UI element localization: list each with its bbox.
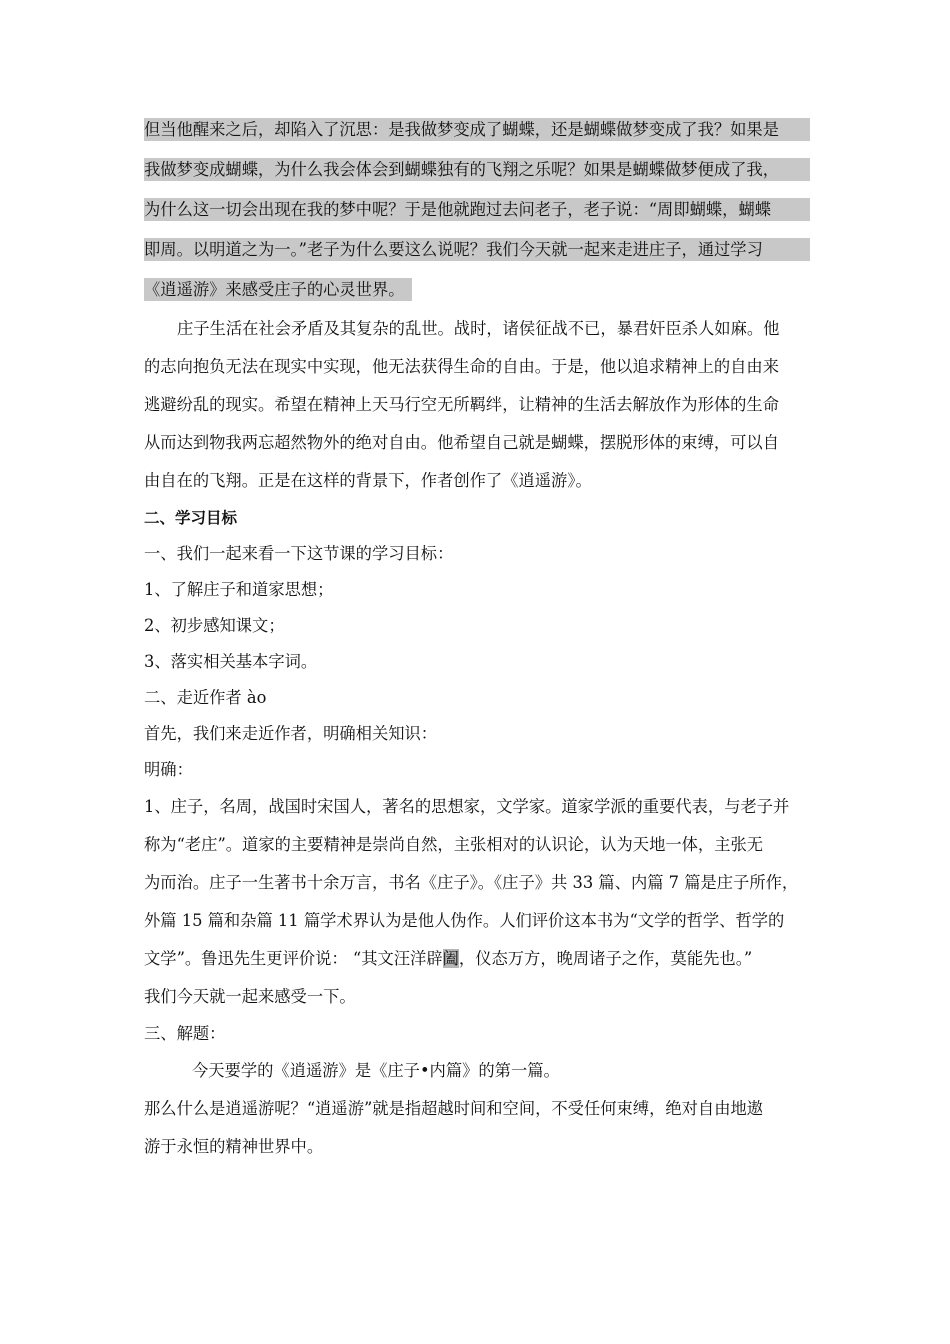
title-paragraph [144,1090,812,1166]
background-paragraph [144,310,812,500]
paragraph-line: 外篇 15 篇和杂篇 11 篇学术界认为是他人伪作。人们评价这本书为“文学的哲学、哲学的 [144,911,785,930]
goal-item: 3、落实相关基本字词。 [144,652,318,671]
paragraph-line: 为而治。庄子一生著书十余万言，书名《庄子》。《庄子》共 33 篇、内篇 7 篇是庄子所作， [144,873,799,892]
author-paragraph [144,788,812,1016]
paragraph-line: 由自在的飞翔。正是在这样的背景下，作者创作了《逍遥游》。 [144,471,592,490]
highlighted-line: 为什么这一切会出现在我的梦中呢？于是他就跑过去问老子，老子说：“周即蝴蝶，蝴蝶 [144,198,810,221]
paragraph-line: 从而达到物我两忘超然物外的绝对自由。他希望自己就是蝴蝶，摆脱形体的束缚，可以自 [144,433,779,452]
title-intro-line: 今天要学的《逍遥游》是《庄子•内篇》的第一篇。 [192,1061,560,1080]
document-body [144,118,812,1166]
title-heading: 三、解题： [144,1024,226,1043]
highlighted-line: 我做梦变成蝴蝶，为什么我会体会到蝴蝶独有的飞翔之乐呢？如果是蝴蝶做梦便成了我， [144,158,810,181]
paragraph-line: 的志向抱负无法在现实中实现，他无法获得生命的自由。于是，他以追求精神上的自由来 [144,357,779,376]
author-heading: 二、走近作者 ào [144,688,267,707]
goals-intro: 一、我们一起来看一下这节课的学习目标： [144,544,454,563]
highlighted-line: 但当他醒来之后，却陷入了沉思：是我做梦变成了蝴蝶，还是蝴蝶做梦变成了我？如果是 [144,118,810,141]
paragraph-line: 那么什么是逍遥游呢？“逍遥游”就是指超越时间和空间，不受任何束缚，绝对自由地遨 [144,1099,764,1118]
highlighted-line: 《逍遥游》来感受庄子的心灵世界。 [144,278,412,301]
highlighted-intro-paragraph [144,118,812,301]
paragraph-line: 游于永恒的精神世界中。 [144,1137,324,1156]
paragraph-line: 庄子生活在社会矛盾及其复杂的乱世。战时，诸侯征战不已，暴君奸臣杀人如麻。他 [177,319,780,338]
goal-item: 2、初步感知课文； [144,616,285,635]
paragraph-line: 逃避纷乱的现实。希望在精神上天马行空无所羁绊，让精神的生活去解放作为形体的生命 [144,395,779,414]
paragraph-line: 称为“老庄”。道家的主要精神是崇尚自然，主张相对的认识论，认为天地一体，主张无 [144,835,764,854]
quote-text-after: ，仪态万方，晚周诸子之作，莫能先也。” [458,949,753,968]
section-heading-goals: 二、学习目标 [144,509,238,527]
clarify-label: 明确： [144,760,193,779]
goal-item: 1、了解庄子和道家思想； [144,580,334,599]
quote-line [144,940,812,978]
paragraph-line: 1、庄子，名周，战国时宋国人，著名的思想家，文学家。道家学派的重要代表，与老子并 [144,797,790,816]
quote-text-before: 文学”。鲁迅先生更评价说： “其文汪洋辟 [144,949,443,968]
author-intro: 首先，我们来走近作者，明确相关知识： [144,724,438,743]
highlighted-character: 阖 [442,949,459,968]
paragraph-line: 我们今天就一起来感受一下。 [144,987,356,1006]
highlighted-line: 即周。以明道之为一。”老子为什么要这么说呢？我们今天就一起来走进庄子，通过学习 [144,238,810,261]
